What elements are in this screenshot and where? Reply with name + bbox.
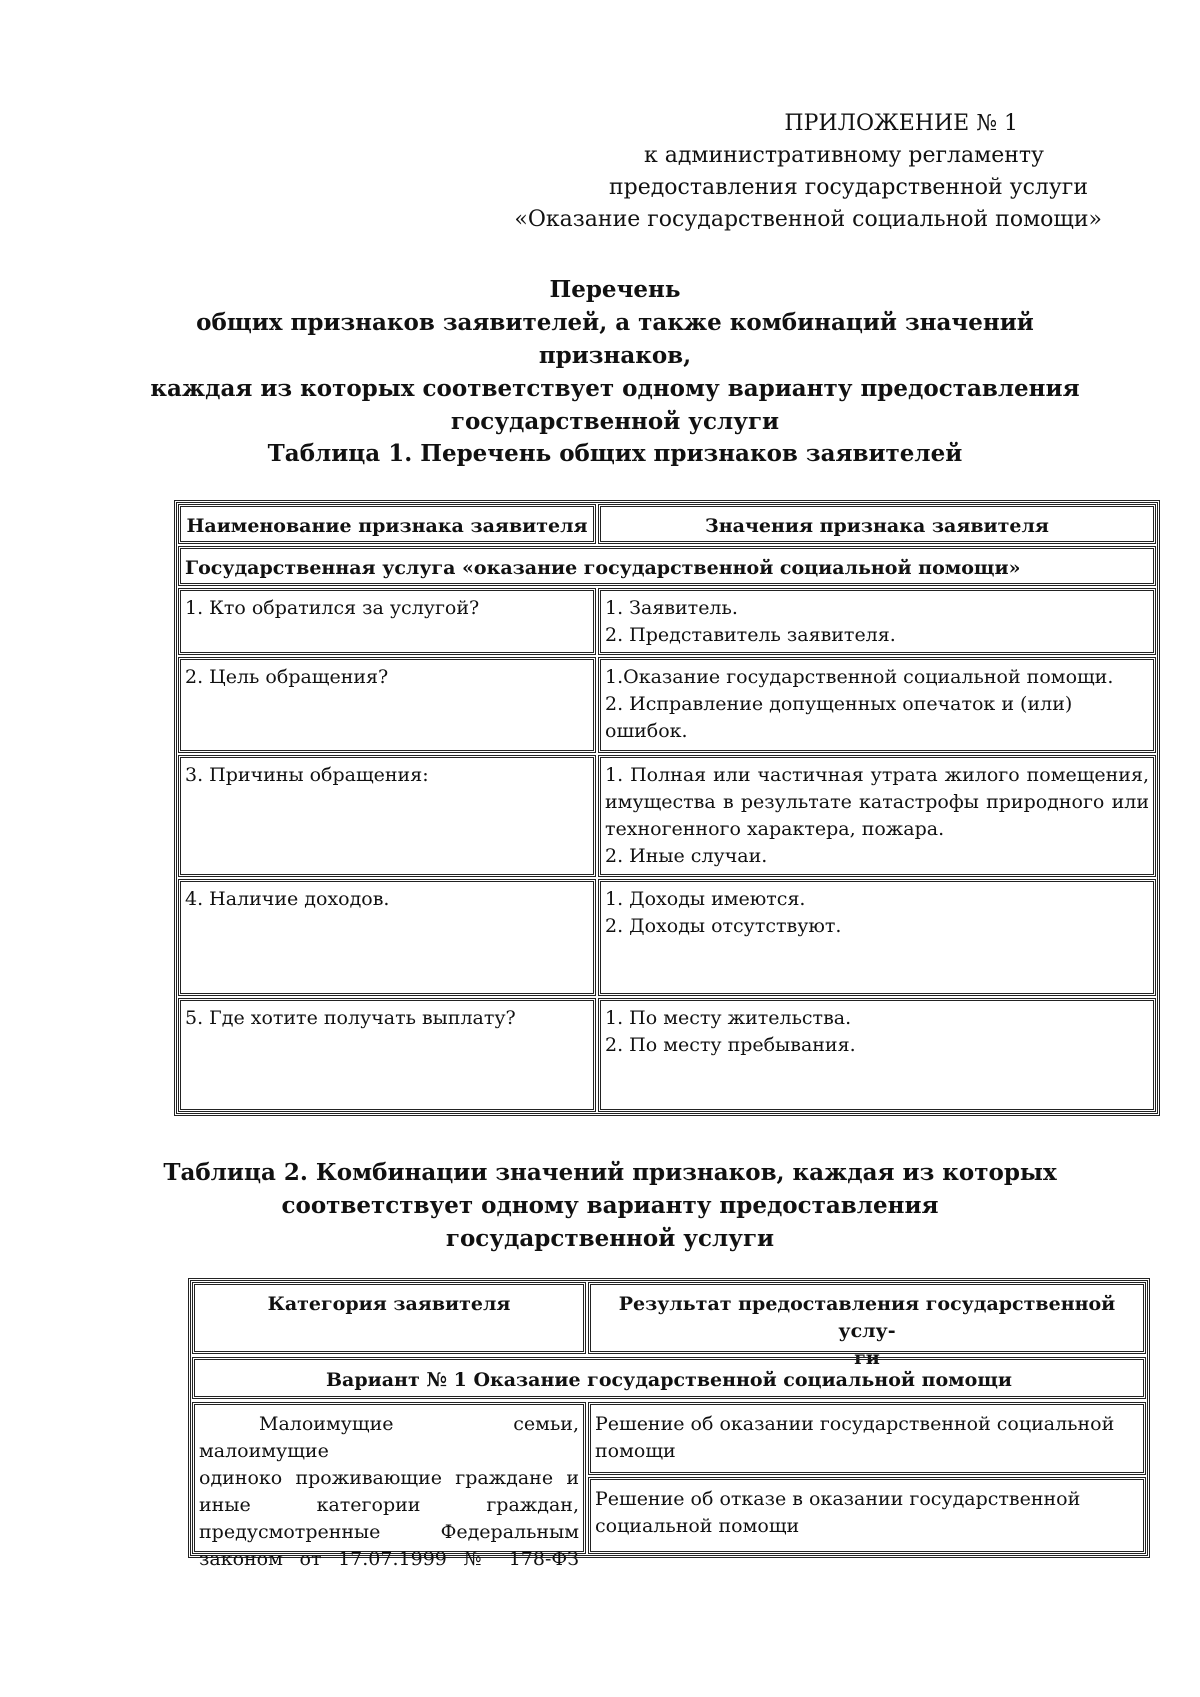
value-line: 2. Исправление допущенных опечаток и (или) [605, 693, 1073, 715]
result-line: Решение об отказе в оказании государственной [595, 1488, 1081, 1510]
table-row-values [598, 588, 1156, 655]
value-line: 2. По месту пребывания. [605, 1034, 856, 1056]
table-row-name: 5. Где хотите получать выплату? [178, 998, 596, 1112]
table-row-values [598, 998, 1156, 1112]
value-line: 1. Полная или частичная утрата жилого помещения, [605, 764, 1149, 786]
appendix-header [514, 108, 1102, 236]
table1-header-name: Наименование признака заявителя [178, 504, 596, 544]
value-line: 2. Представитель заявителя. [605, 624, 896, 646]
table2-category-cell [192, 1402, 586, 1570]
table2-result-cell [588, 1477, 1146, 1554]
table1-caption: Таблица 1. Перечень общих признаков заявителей [267, 440, 963, 467]
appendix-line: предоставления государственной услуги [608, 175, 1088, 200]
result-line: Решение об оказании государственной социальной [595, 1413, 1115, 1435]
appendix-line: к административному регламенту [643, 143, 1044, 168]
table-row-name: 4. Наличие доходов. [178, 879, 596, 996]
category-line: законом от 17.07.1999 № 178-ФЗ [199, 1548, 579, 1570]
table2-result-cell [588, 1402, 1146, 1475]
table1-section-row: Государственная услуга «оказание государственной социальной помощи» [178, 546, 1156, 586]
table2-caption [140, 1156, 1080, 1255]
table1-header-values: Значения признака заявителя [598, 504, 1156, 544]
value-line: 2. Доходы отсутствуют. [605, 915, 842, 937]
table-row-name: 1. Кто обратился за услугой? [178, 588, 596, 655]
category-line: предусмотренные Федеральным [199, 1521, 579, 1543]
title-line: каждая из которых соответствует одному варианту предоставления [150, 375, 1080, 402]
table2-header-result [588, 1282, 1146, 1369]
table-row-values [598, 755, 1156, 877]
result-line: помощи [595, 1440, 676, 1462]
category-line: иные категории граждан, [199, 1494, 579, 1516]
caption-line: Таблица 2. Комбинации значений признаков, каждая из которых [163, 1159, 1057, 1186]
title-line: Перечень [549, 276, 681, 303]
title-line: общих признаков заявителей, а также комбинаций значений признаков, [196, 309, 1034, 369]
category-line: одиноко проживающие граждане и [199, 1467, 579, 1489]
value-line: 1.Оказание государственной социальной помощи. [605, 666, 1114, 688]
table-row-name: 2. Цель обращения? [178, 657, 596, 753]
table-row-values [598, 657, 1156, 753]
value-line: 1. По месту жительства. [605, 1007, 852, 1029]
appendix-number: ПРИЛОЖЕНИЕ № 1 [784, 111, 1018, 136]
header-line: ги [854, 1347, 880, 1369]
header-line: Результат предоставления государственной услу- [618, 1293, 1116, 1342]
appendix-line: «Оказание государственной социальной помощи» [514, 207, 1102, 232]
category-line: Малоимущие семьи, малоимущие [199, 1413, 579, 1462]
value-line: имущества в результате катастрофы природного или [605, 791, 1149, 813]
table-row-values [598, 879, 1156, 996]
caption-line: соответствует одному варианту предоставления [281, 1192, 939, 1219]
value-line: ошибок. [605, 720, 688, 742]
table-row-name: 3. Причины обращения: [178, 755, 596, 877]
value-line: 1. Доходы имеются. [605, 888, 806, 910]
value-line: техногенного характера, пожара. [605, 818, 945, 840]
document-title [140, 273, 1090, 438]
title-line: государственной услуги [450, 408, 780, 435]
table2-variant-row: Вариант № 1 Оказание государственной социальной помощи [192, 1357, 1146, 1399]
caption-line: государственной услуги [445, 1225, 775, 1252]
table2-header-category: Категория заявителя [192, 1282, 586, 1354]
value-line: 1. Заявитель. [605, 597, 738, 619]
result-line: социальной помощи [595, 1515, 800, 1537]
value-line: 2. Иные случаи. [605, 845, 768, 867]
